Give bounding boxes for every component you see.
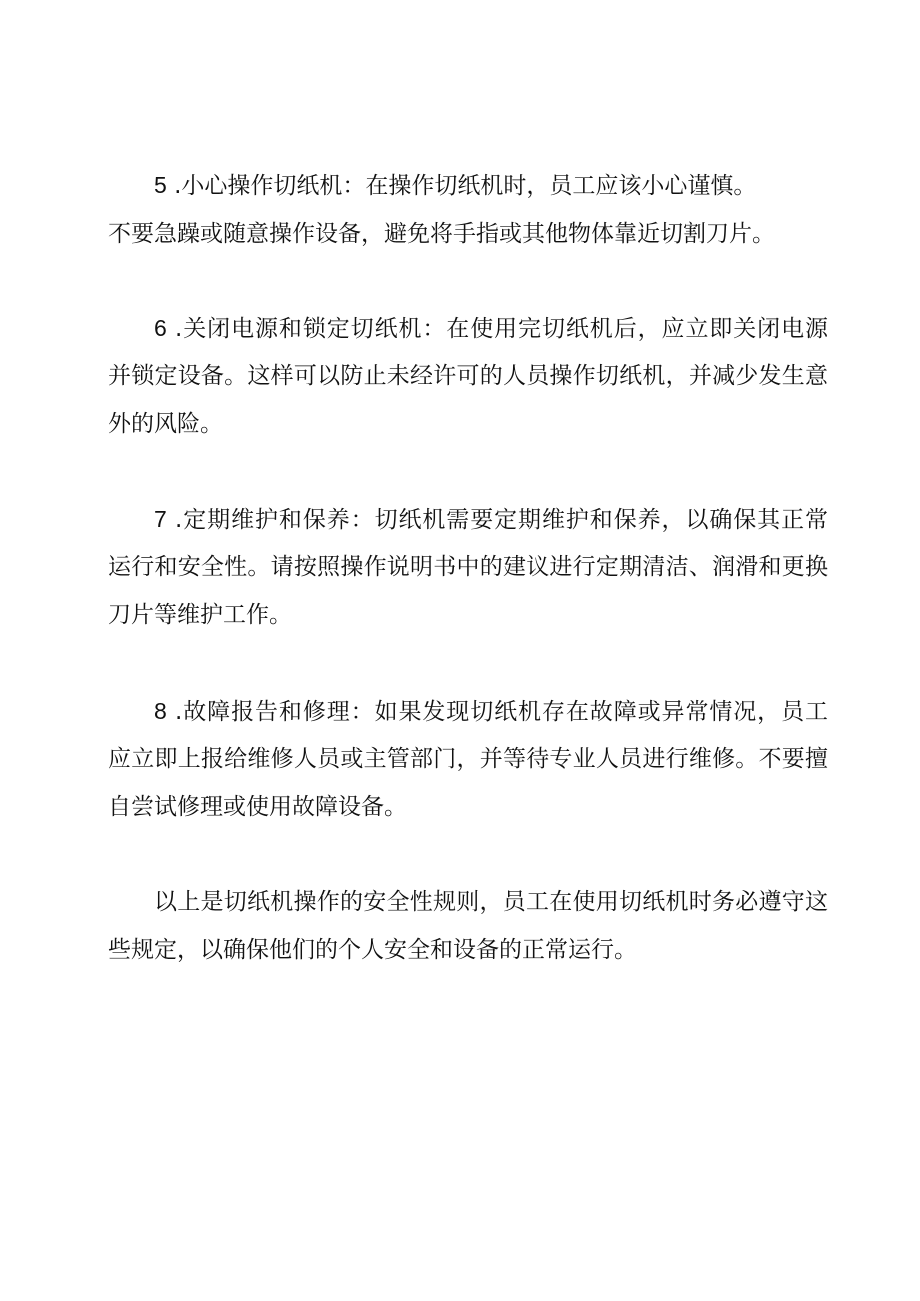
item-7-number: 7 — [154, 506, 167, 532]
item-8-line-1 — [154, 688, 828, 734]
item-6-number: 6 — [154, 315, 167, 341]
item-8-text: .故障报告和修理：如果发现切纸机存在故障或异常情况，员工 — [175, 699, 829, 725]
item-5-number: 5 — [154, 172, 167, 198]
item-6-line-2: 并锁定设备。这样可以防止未经许可的人员操作切纸机，并减少发生意 — [108, 363, 828, 389]
item-6-text: .关闭电源和锁定切纸机：在使用完切纸机后，应立即关闭电源 — [175, 316, 829, 342]
conclusion-line-1: 以上是切纸机操作的安全性规则，员工在使用切纸机时务必遵守这 — [154, 889, 828, 915]
item-8-line-2: 应立即上报给维修人员或主管部门，并等待专业人员进行维修。不要擅 — [108, 746, 828, 772]
item-8-line-3: 自尝试修理或使用故障设备。 — [108, 794, 407, 820]
conclusion-line-2: 些规定，以确保他们的个人安全和设备的正常运行。 — [108, 937, 637, 963]
item-6-line-1 — [154, 305, 828, 351]
item-7-line-1 — [154, 496, 828, 542]
item-7-line-2: 运行和安全性。请按照操作说明书中的建议进行定期清洁、润滑和更换 — [108, 554, 828, 580]
item-6-line-3: 外的风险。 — [108, 411, 223, 437]
item-5-line-2: 不要急躁或随意操作设备，避免将手指或其他物体靠近切割刀片。 — [108, 221, 775, 247]
item-5-text: .小心操作切纸机：在操作切纸机时，员工应该小心谨慎。 — [174, 173, 757, 199]
item-7-text: .定期维护和保养：切纸机需要定期维护和保养，以确保其正常 — [175, 507, 829, 533]
item-8-number: 8 — [154, 698, 167, 724]
item-5-line-1 — [154, 162, 828, 208]
item-7-line-3: 刀片等维护工作。 — [108, 602, 292, 628]
